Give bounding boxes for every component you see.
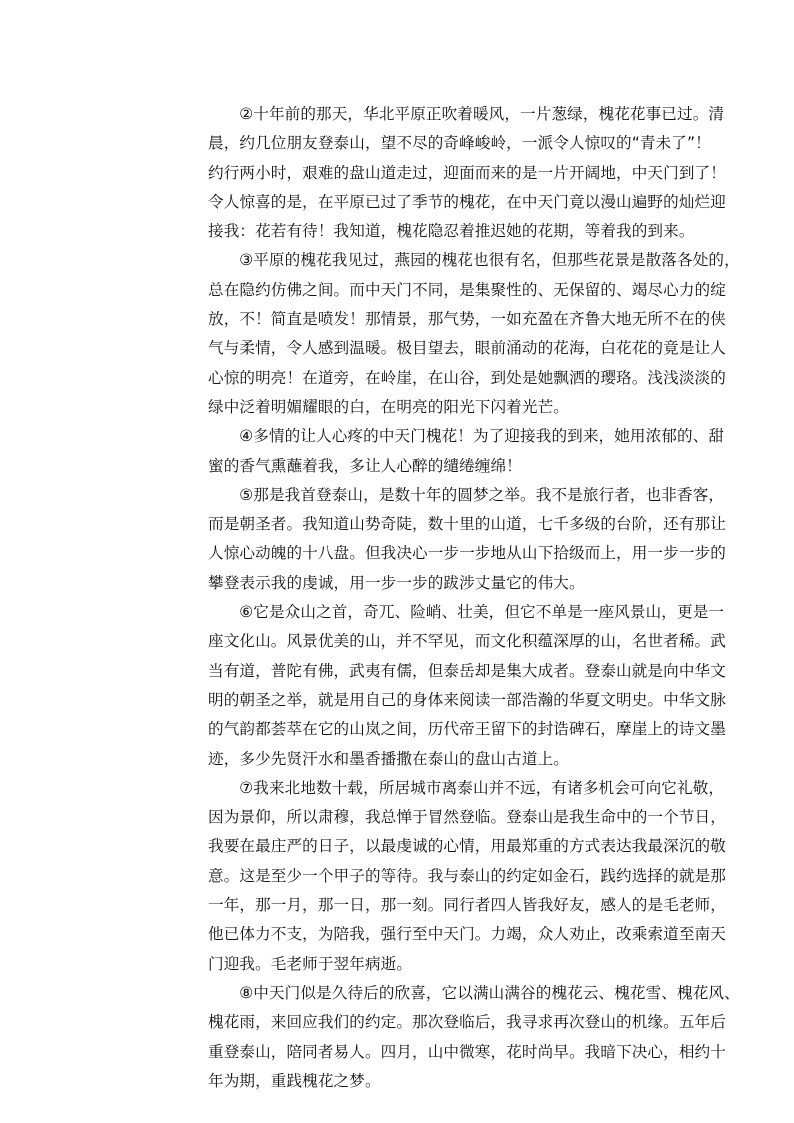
text-line: 当有道，普陀有佛，武夷有儒，但泰岳却是集大成者。登泰山就是向中华文 xyxy=(208,661,726,680)
text-line: 而是朝圣者。我知道山势奇陡，数十里的山道，七千多级的台阶，还有那让 xyxy=(208,515,726,534)
paragraph-4 xyxy=(208,422,725,481)
text-line: 约行两小时，艰难的盘山道走过，迎面而来的是一片开阔地，中天门到了！ xyxy=(208,163,726,182)
text-line: 令人惊喜的是，在平原已过了季节的槐花，在中天门竟以漫山遍野的灿烂迎 xyxy=(208,192,726,211)
text-line: ③平原的槐花我见过，燕园的槐花也很有名，但那些花景是散落各处的， xyxy=(239,251,740,270)
article-body xyxy=(208,100,740,1096)
text-line: 座文化山。风景优美的山，并不罕见，而文化积蕴深厚的山，名世者稀。武 xyxy=(208,632,726,651)
text-line: 重登泰山，陪同者易人。四月，山中微寒，花时尚早。我暗下决心，相约十 xyxy=(208,1042,726,1061)
text-line: ⑦我来北地数十载，所居城市离泰山并不远，有诸多机会可向它礼敬， xyxy=(239,778,725,797)
paragraph-5 xyxy=(208,481,726,598)
text-line: 人惊心动魄的十八盘。但我决心一步一步地从山下拾级而上，用一步一步的 xyxy=(208,544,726,563)
text-line: 心惊的明亮！在道旁，在岭崖，在山谷，到处是她飘洒的璎珞。浅浅淡淡的 xyxy=(208,368,726,387)
text-line: 我要在最庄严的日子，以最虔诚的心情，用最郑重的方式表达我最深沉的敬 xyxy=(208,837,726,856)
text-line: ⑥它是众山之首，奇兀、险峭、壮美，但它不单是一座风景山，更是一 xyxy=(239,603,725,622)
text-line: 放，不！简直是喷发！那情景，那气势，一如充盈在齐鲁大地无所不在的侠 xyxy=(208,310,726,329)
text-line: 槐花雨，来回应我们的约定。那次登临后，我寻求再次登山的机缘。五年后 xyxy=(208,1013,726,1032)
text-line: ②十年前的那天，华北平原正吹着暖风，一片葱绿，槐花花事已过。清 xyxy=(239,105,725,123)
paragraph-8 xyxy=(208,979,740,1096)
text-line: 攀登表示我的虔诚，用一步一步的跋涉丈量它的伟大。 xyxy=(208,573,585,592)
text-line: 接我：花若有待！我知道，槐花隐忍着推迟她的花期，等着我的到来。 xyxy=(208,222,695,241)
text-line: 总在隐约仿佛之间。而中天门不同，是集聚性的、无保留的、竭尽心力的绽 xyxy=(208,280,726,299)
text-line: 的气韵都荟萃在它的山岚之间，历代帝王留下的封诰碑石，摩崖上的诗文墨 xyxy=(208,720,726,739)
text-line: ④多情的让人心疼的中天门槐花！为了迎接我的到来，她用浓郁的、甜 xyxy=(239,427,725,446)
text-line: 蜜的香气熏蘸着我，多让人心醉的缱绻缠绵！ xyxy=(208,456,522,475)
text-line: 绿中泛着明媚耀眼的白，在明亮的阳光下闪着光芒。 xyxy=(208,397,569,416)
text-line: 一年，那一月，那一日，那一刻。同行者四人皆我好友，感人的是毛老师， xyxy=(208,896,726,915)
text-line: 因为景仰，所以肃穆，我总惮于冒然登临。登泰山是我生命中的一个节日， xyxy=(208,808,726,827)
text-line: ⑤那是我首登泰山，是数十年的圆梦之举。我不是旅行者，也非香客， xyxy=(239,485,725,504)
paragraph-7 xyxy=(208,774,726,979)
text-line: 晨，约几位朋友登泰山，望不尽的奇峰峻岭，一派令人惊叹的“青未了”！ xyxy=(208,134,711,153)
text-line: 意。这是至少一个甲子的等待。我与泰山的约定如金石，践约选择的就是那 xyxy=(208,866,726,885)
text-line: 年为期，重践槐花之梦。 xyxy=(208,1071,381,1090)
text-line: 明的朝圣之举，就是用自己的身体来阅读一部浩瀚的华夏文明史。中华文脉 xyxy=(208,690,726,709)
paragraph-6 xyxy=(208,598,726,774)
text-line: 门迎我。毛老师于翌年病逝。 xyxy=(208,954,413,973)
text-line: 迹，多少先贤汗水和墨香播撒在泰山的盘山古道上。 xyxy=(208,749,569,768)
paragraph-2 xyxy=(208,100,726,246)
text-line: ⑧中天门似是久待后的欣喜，它以满山满谷的槐花云、槐花雪、槐花风、 xyxy=(239,983,740,1002)
text-line: 气与柔情，令人感到温暖。极目望去，眼前涌动的花海，白花花的竟是让人 xyxy=(208,339,726,358)
paragraph-3 xyxy=(208,246,740,422)
text-line: 他已体力不支，为陪我，强行至中天门。力竭，众人劝止，改乘索道至南天 xyxy=(208,925,726,944)
